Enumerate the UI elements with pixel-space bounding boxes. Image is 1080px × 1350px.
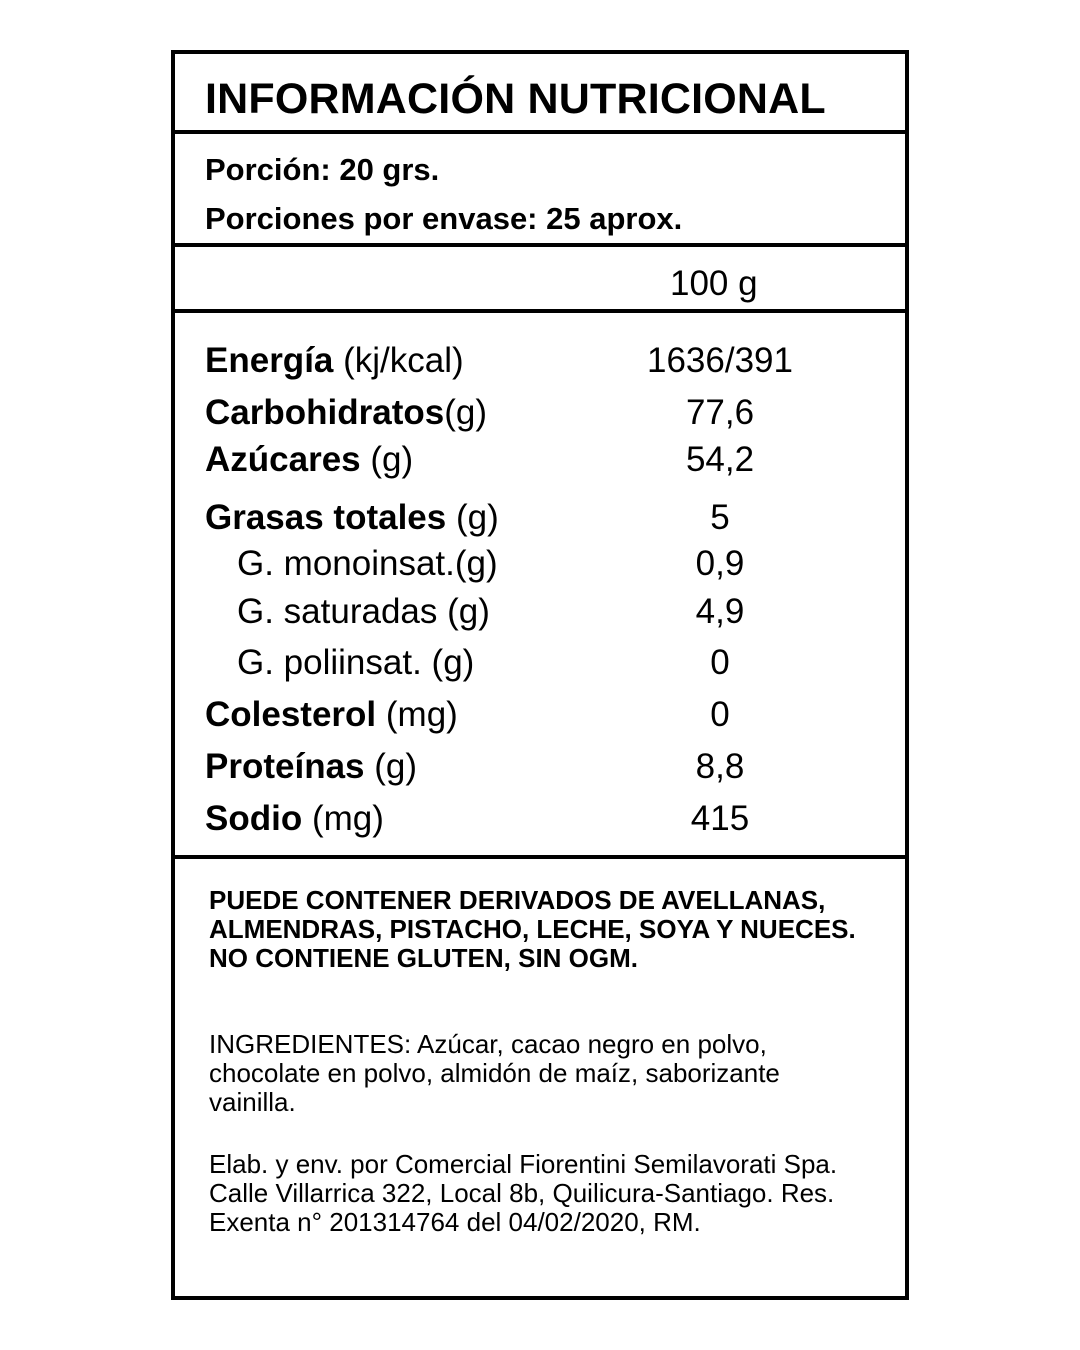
nutrient-unit: (g) (374, 747, 418, 786)
row-label-carbohidratos (205, 395, 487, 430)
row-value-g-monoinsat: 0,9 (695, 544, 745, 583)
nutrient-name: Proteínas (205, 747, 365, 786)
row-value-g-poliinsat: 0 (710, 643, 730, 682)
nutrient-unit: (g) (370, 440, 414, 479)
divider-header (175, 309, 905, 313)
producer-info: Elab. y env. por Comercial Fiorentini Semilavorati Spa. Calle Villarrica 322, Local 8b, Quilicura-Santiago. Res. Exenta n° 201314764 del 04/02/2020, RM. (209, 1149, 838, 1237)
nutrient-name: Colesterol (205, 695, 377, 734)
row-value-sodio: 415 (690, 799, 750, 838)
row-value-grasas-totales: 5 (710, 498, 730, 537)
portion-size: Porción: 20 grs. (205, 152, 440, 187)
nutrient-name: Grasas totales (205, 498, 447, 537)
row-label-grasas-totales (205, 500, 499, 535)
row-label-proteinas (205, 749, 417, 784)
divider-title (175, 130, 905, 134)
nutrient-unit: (mg) (311, 799, 384, 838)
row-value-colesterol: 0 (710, 695, 730, 734)
nutrient-name: Energía (205, 341, 334, 380)
divider-nutrients (175, 855, 905, 859)
row-label-energia (205, 343, 464, 378)
nutrition-label (171, 50, 909, 1300)
divider-portion (175, 243, 905, 247)
column-header-100g: 100 g (670, 264, 758, 303)
row-value-azucares: 54,2 (685, 440, 755, 479)
label-title: INFORMACIÓN NUTRICIONAL (205, 75, 826, 123)
row-value-proteinas: 8,8 (695, 747, 745, 786)
row-value-energia: 1636/391 (647, 341, 793, 380)
nutrient-name: Sodio (205, 799, 303, 838)
row-value-carbohidratos: 77,6 (685, 393, 755, 432)
nutrient-unit: (g) (444, 393, 487, 432)
nutrient-unit: (kj/kcal) (343, 341, 464, 380)
ingredients-list: INGREDIENTES: Azúcar, cacao negro en polvo, chocolate en polvo, almidón de maíz, saborizante vainilla. (209, 1029, 780, 1117)
servings-per-container: Porciones por envase: 25 aprox. (205, 201, 683, 236)
row-label-azucares (205, 442, 413, 477)
row-label-g-saturadas: G. saturadas (g) (237, 592, 490, 631)
nutrient-name: Carbohidratos (205, 393, 445, 432)
nutrient-name: Azúcares (205, 440, 361, 479)
row-label-g-poliinsat: G. poliinsat. (g) (237, 643, 475, 682)
row-label-sodio (205, 801, 384, 836)
nutrient-unit: (mg) (385, 695, 458, 734)
row-label-colesterol (205, 697, 458, 732)
allergen-warning: PUEDE CONTENER DERIVADOS DE AVELLANAS, ALMENDRAS, PISTACHO, LECHE, SOYA Y NUECES. NO CONTIENE GLUTEN, SIN OGM. (209, 885, 856, 973)
row-label-g-monoinsat: G. monoinsat.(g) (237, 544, 498, 583)
row-value-g-saturadas: 4,9 (695, 592, 745, 631)
nutrient-unit: (g) (455, 498, 499, 537)
